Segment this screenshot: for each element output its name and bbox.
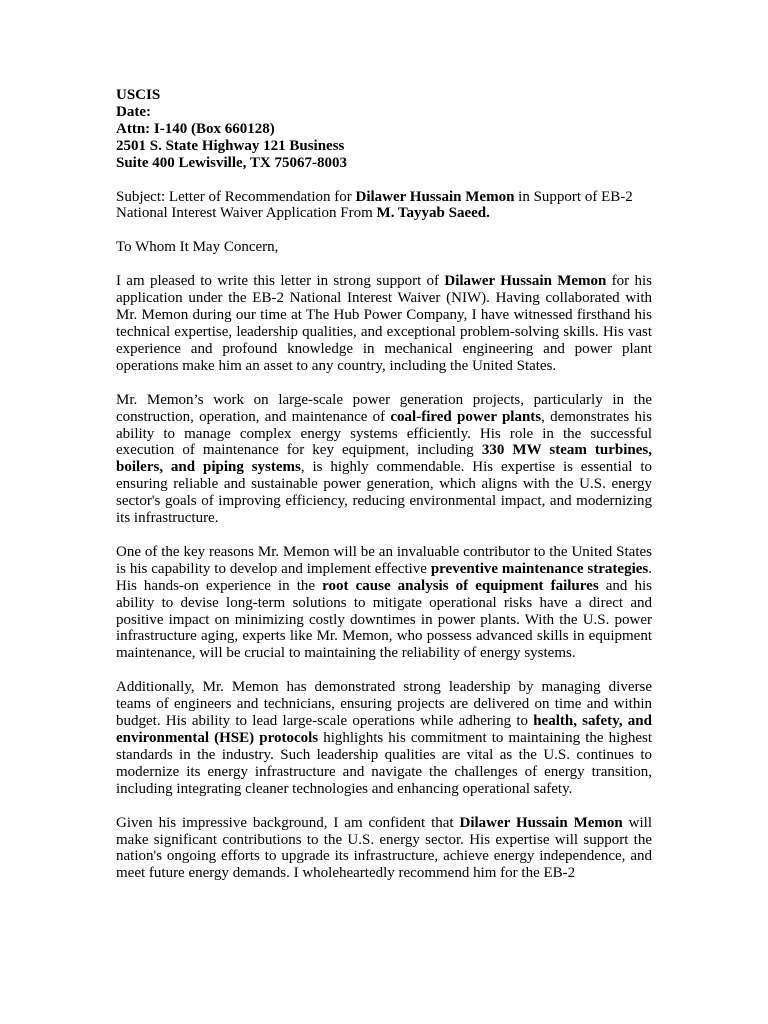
paragraph-text: . His hands-on experience in the [116, 560, 652, 594]
address-line-street: 2501 S. State Highway 121 Business [116, 137, 345, 154]
address-line-city: Suite 400 Lewisville, TX 75067-8003 [116, 154, 347, 171]
bold-phrase: root cause analysis of equipment failures [322, 577, 599, 594]
bold-phrase: coal-fired power plants [390, 408, 542, 425]
paragraph-text: Additionally, Mr. Memon has demonstrated strong leadership by managing diverse teams of engineers and technicians, ensuring projects are delivered on time and within budget. His ability to lead large-scale operations while adhering to [116, 679, 652, 730]
paragraph-2 [116, 392, 652, 527]
paragraph-text: , is highly commendable. His expertise is essential to ensuring reliable and sustainable power generation, which aligns with the U.S. energy sector's goals of improving efficiency, reducing environmental impact, and modernizing its infrastructure. [116, 459, 652, 527]
bold-phrase: health, safety, and environmental (HSE) protocols [116, 713, 652, 746]
bold-phrase: preventive maintenance strategies [430, 560, 649, 577]
paragraph-3 [116, 544, 652, 662]
recipient-address-block [116, 87, 652, 172]
paragraph-5 [116, 815, 652, 883]
paragraph-text: , demonstrates his ability to manage complex energy systems efficiently. His role in the successful execution of maintenance for key equipment, including [116, 408, 652, 459]
paragraph-text: One of the key reasons Mr. Memon will be an invaluable contributor to the United States is his capability to develop and implement effective [116, 543, 652, 577]
subject-beneficiary-name: Dilawer Hussain Memon [355, 188, 515, 205]
subject-text: Subject: Letter of Recommendation for [116, 188, 356, 205]
subject-text-2: in Support of EB-2 National Interest Waiver Application From [116, 188, 633, 222]
paragraph-text: Given his impressive background, I am confident that [116, 814, 460, 831]
address-line-attn: Attn: I-140 (Box 660128) [116, 120, 275, 137]
beneficiary-name: Dilawer Hussain Memon [459, 814, 623, 831]
paragraph-text: and his ability to devise long-term solutions to mitigate operational risks have a direct and positive impact on minimizing costly downtimes in power plants. With the U.S. power infrastructure aging, experts like Mr. Memon, who possess advanced skills in equipment maintenance, will be crucial to maintaining the reliability of energy systems. [116, 577, 652, 662]
salutation: To Whom It May Concern, [116, 239, 279, 256]
address-line-agency: USCIS [116, 87, 161, 103]
beneficiary-name: Dilawer Hussain Memon [444, 273, 607, 290]
address-line-date: Date: [116, 103, 151, 120]
paragraph-1 [116, 273, 652, 374]
paragraph-text: Mr. Memon’s work on large-scale power generation projects, particularly in the construction, operation, and maintenance of [116, 391, 652, 425]
paragraph-text: highlights his commitment to maintaining the highest standards in the industry. Such leadership qualities are vital as the U.S. continues to modernize its energy infrastructure and navigate the challenges of energy transition, including integrating cleaner technologies and enhancing operational safety. [116, 730, 652, 797]
subject-line [116, 189, 652, 223]
paragraph-4 [116, 679, 652, 797]
subject-author-name: M. Tayyab Saeed. [376, 205, 490, 222]
paragraph-text: for his application under the EB-2 National Interest Waiver (NIW). Having collaborated with Mr. Memon during our time at The Hub Power Company, I have witnessed firsthand his technical expertise, leadership qualities, and exceptional problem-solving skills. His vast experience and profound knowledge in mechanical engineering and power plant operations make him an asset to any country, including the United States. [116, 273, 652, 374]
bold-phrase: 330 MW steam turbines, boilers, and piping systems [116, 442, 652, 476]
paragraph-text: I am pleased to write this letter in strong support of [116, 273, 445, 290]
paragraph-text: will make significant contributions to the U.S. energy sector. His expertise will support the nation's ongoing efforts to upgrade its infrastructure, achieve energy independence, and meet future energy demands. I wholeheartedly recommend him for the EB-2 [116, 814, 652, 882]
